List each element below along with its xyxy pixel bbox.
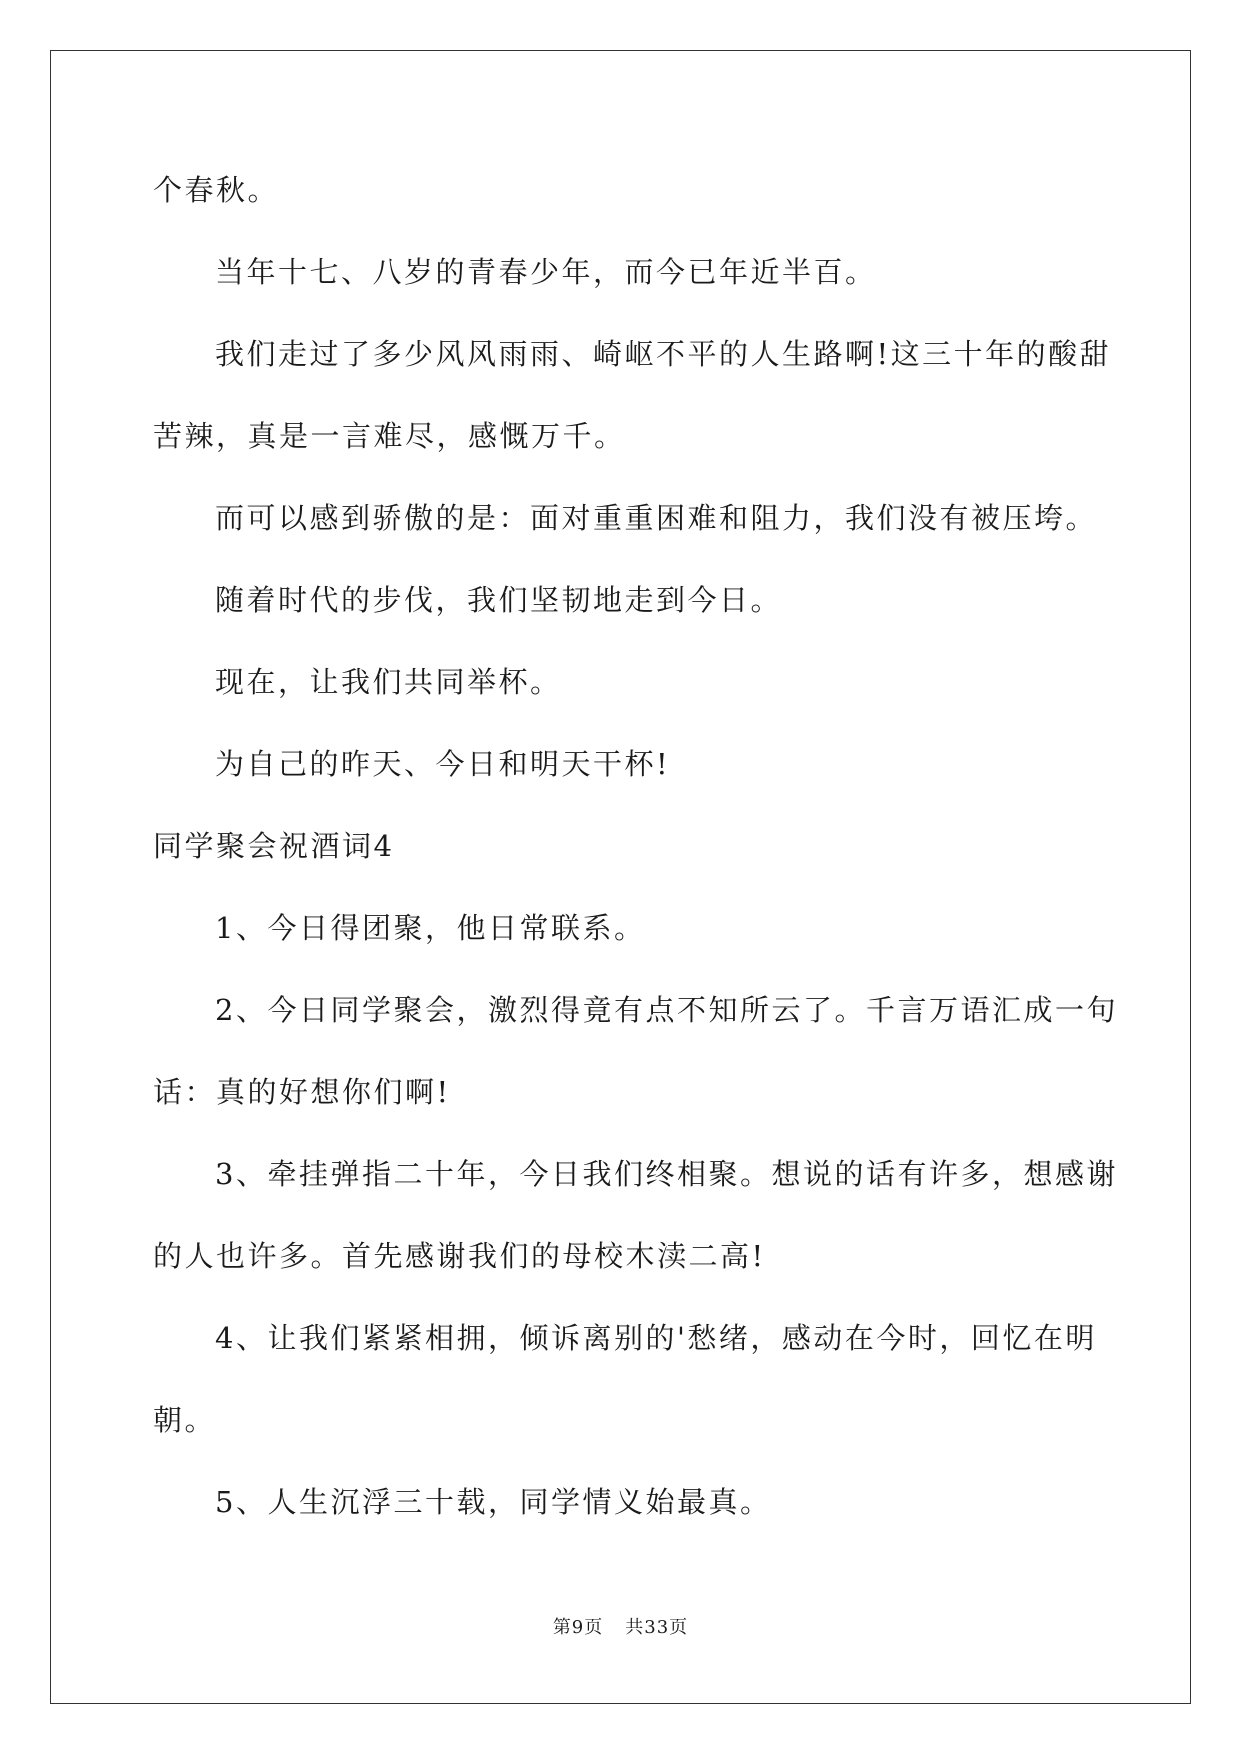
text-line-continuation: 个春秋。 — [153, 173, 280, 207]
list-item-continuation: 的人也许多。首先感谢我们的母校木渎二高! — [153, 1239, 766, 1273]
list-item: 5、人生沉浮三十载，同学情义始最真。 — [215, 1485, 772, 1519]
paragraph-line: 当年十七、八岁的青春少年，而今已年近半百。 — [215, 255, 877, 289]
list-item: 4、让我们紧紧相拥，倾诉离别的'愁绪，感动在今时，回忆在明 — [215, 1321, 1097, 1355]
paragraph-line: 现在，让我们共同举杯。 — [215, 665, 562, 699]
section-heading: 同学聚会祝酒词4 — [153, 829, 395, 863]
list-item: 2、今日同学聚会，激烈得竟有点不知所云了。千言万语汇成一句 — [215, 993, 1118, 1027]
page-number: 第9页 — [552, 1617, 604, 1638]
paragraph-line: 而可以感到骄傲的是：面对重重困难和阻力，我们没有被压垮。 — [215, 501, 1098, 535]
paragraph-line: 为自己的昨天、今日和明天干杯! — [215, 747, 671, 781]
paragraph-line: 苦辣，真是一言难尽，感慨万千。 — [153, 419, 626, 453]
page-border — [50, 50, 1191, 1704]
list-item: 3、牵挂弹指二十年，今日我们终相聚。想说的话有许多，想感谢 — [215, 1157, 1118, 1191]
list-item: 1、今日得团聚，他日常联系。 — [215, 911, 646, 945]
paragraph-line: 随着时代的步伐，我们坚韧地走到今日。 — [215, 583, 783, 617]
page-footer — [0, 1616, 1241, 1640]
paragraph-line: 我们走过了多少风风雨雨、崎岖不平的人生路啊!这三十年的酸甜 — [215, 337, 1112, 371]
list-item-continuation: 话：真的好想你们啊! — [153, 1075, 451, 1109]
list-item-continuation: 朝。 — [153, 1403, 217, 1437]
page-total: 共33页 — [625, 1617, 689, 1638]
